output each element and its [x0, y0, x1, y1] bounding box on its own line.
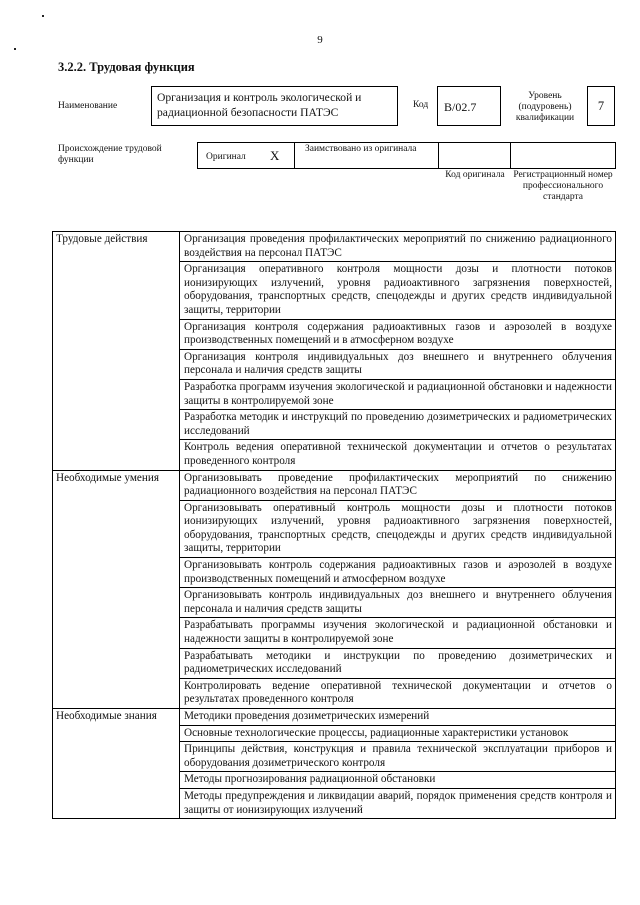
origin-borrowed-cell	[294, 142, 439, 169]
section-title-knowledge: Необходимые знания	[53, 709, 180, 819]
level-label: Уровень (подуровень) квалификации	[515, 91, 575, 123]
table-cell: Организация контроля индивидуальных доз внешнего и внутреннего облучения персонала и наличия средств защиты	[180, 349, 616, 379]
origin-original-cell	[197, 142, 295, 169]
table-cell: Контролировать ведение оперативной технической документации и отчетов о результатах проведенного контроля	[180, 678, 616, 708]
level-value-box	[587, 86, 615, 126]
code-value: B/02.7	[444, 100, 477, 114]
table-cell: Принципы действия, конструкция и правила технической эксплуатации приборов и оборудования дозиметрического контроля	[180, 742, 616, 772]
table-cell: Разработка методик и инструкций по проведению дозиметрических и радиометрических исследований	[180, 410, 616, 440]
origin-reg-cell	[510, 142, 616, 169]
borrowed-label: Заимствовано из оригинала	[305, 144, 417, 154]
table-cell: Организация контроля содержания радиоактивных газов и аэрозолей в воздухе производственных помещений и в атмосферном воздухе	[180, 319, 616, 349]
table-cell: Организовывать контроль индивидуальных доз внешнего и внутреннего облучения персонала и наличия средств защиты	[180, 588, 616, 618]
origin-label: Происхождение трудовой функции	[58, 144, 162, 165]
section-title: 3.2.2. Трудовая функция	[58, 60, 195, 74]
table-cell: Методы предупреждения и ликвидации аварий, порядок применения средств контроля и защиты от ионизирующих излучений	[180, 788, 616, 818]
code-label: Код	[413, 100, 429, 110]
scan-speck	[42, 15, 44, 17]
function-table	[52, 231, 616, 819]
section-title-skills: Необходимые умения	[53, 470, 180, 709]
code-value-box	[437, 86, 501, 126]
original-label: Оригинал	[206, 152, 246, 162]
table-row	[53, 470, 616, 500]
origin-code-cell	[438, 142, 511, 169]
table-row	[53, 709, 616, 726]
name-value: Организация и контроль экологической и радиационной безопасности ПАТЭС	[157, 91, 362, 119]
reg-caption: Регистрационный номер профессионального стандарта	[513, 170, 613, 202]
name-value-box	[151, 86, 398, 126]
table-cell: Организовывать контроль содержания радиоактивных газов и аэрозолей в воздухе производственных помещений и атмосферном воздухе	[180, 558, 616, 588]
table-cell: Методики проведения дозиметрических измерений	[180, 709, 616, 726]
table-cell: Организовывать проведение профилактических мероприятий по снижению радиационного воздействия на персонал ПАТЭС	[180, 470, 616, 500]
name-label: Наименование	[58, 101, 118, 111]
original-mark: X	[270, 148, 280, 163]
table-cell: Контроль ведения оперативной технической документации и отчетов о результатах проведенного контроля	[180, 440, 616, 470]
table-cell: Разработка программ изучения экологической и радиационной обстановки и надежности защиты в контролируемой зоне	[180, 379, 616, 409]
section-title-actions: Трудовые действия	[53, 232, 180, 471]
table-row	[53, 232, 616, 262]
table-cell: Разрабатывать методики и инструкции по проведению дозиметрических и радиометрических исследований	[180, 648, 616, 678]
table-cell: Организация проведения профилактических мероприятий по снижению радиационного воздействия на персонал ПАТЭС	[180, 232, 616, 262]
table-cell: Организация оперативного контроля мощности дозы и плотности потоков ионизирующих излучений, уровня радиоактивного загрязнения поверхностей, оборудования, транспортных средств, спецодежды и других средств индивидуальной защиты, территории	[180, 262, 616, 319]
level-value: 7	[597, 99, 605, 113]
page-number: 9	[317, 34, 323, 46]
table-cell: Организовывать оперативный контроль мощности дозы и плотности потоков ионизирующих излучений, уровня радиоактивного загрязнения поверхностей, оборудования, транспортных средств, спецодежды и других средств индивидуальной защиты, территории	[180, 500, 616, 557]
table-cell: Методы прогнозирования радиационной обстановки	[180, 772, 616, 789]
scan-speck	[14, 48, 16, 50]
table-cell: Разрабатывать программы изучения экологической и радиационной обстановки и надежности защиты в контролируемой зоне	[180, 618, 616, 648]
code-caption: Код оригинала	[445, 170, 505, 180]
table-cell: Основные технологические процессы, радиационные характеристики установок	[180, 725, 616, 742]
